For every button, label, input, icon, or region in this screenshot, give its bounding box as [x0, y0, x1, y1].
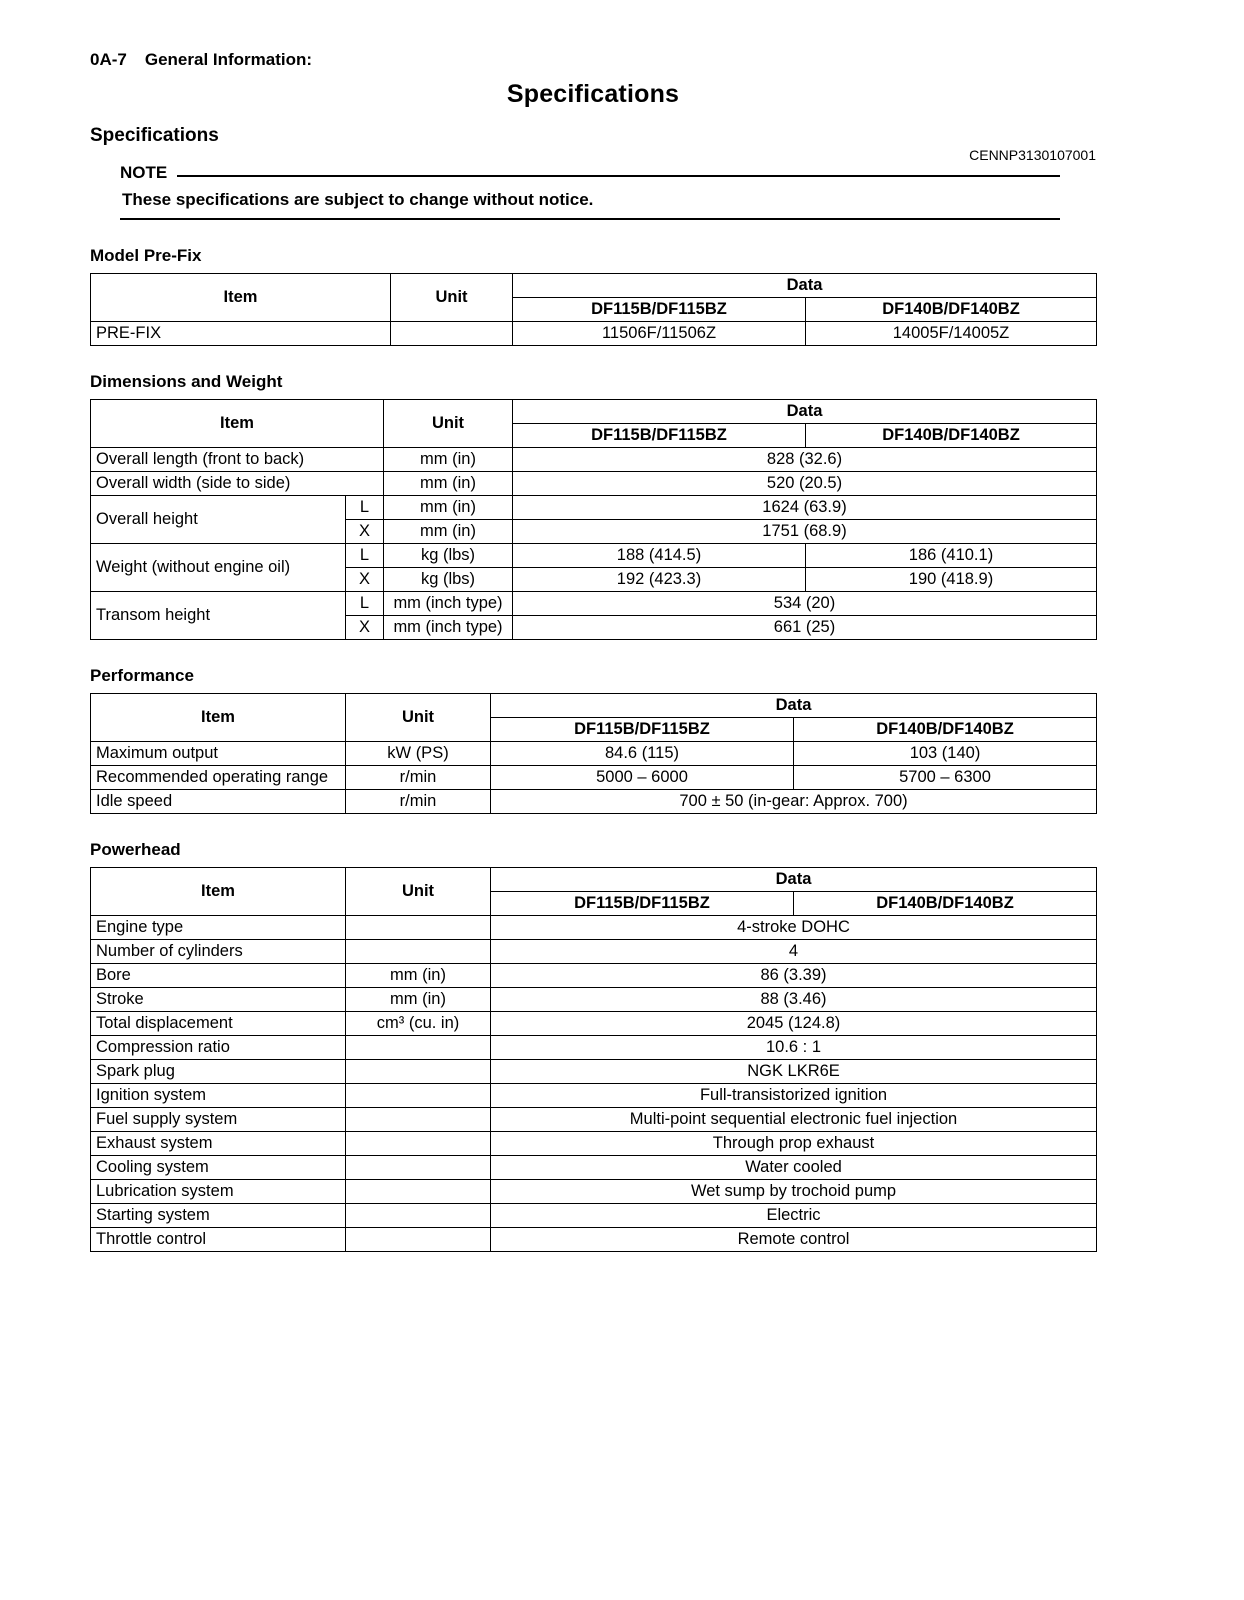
cell: 103 (140): [794, 742, 1097, 766]
cell: Weight (without engine oil): [91, 544, 346, 592]
cell: Cooling system: [91, 1156, 346, 1180]
cell: Number of cylinders: [91, 940, 346, 964]
cell: r/min: [346, 790, 491, 814]
table-row: [91, 322, 1097, 346]
section-heading-model-prefix: Model Pre-Fix: [90, 246, 202, 265]
document-code: CENNP3130107001: [969, 147, 1096, 163]
cell: 190 (418.9): [806, 568, 1097, 592]
section-heading-powerhead: Powerhead: [90, 840, 181, 859]
header-cell: Unit: [384, 400, 513, 448]
cell: Water cooled: [491, 1156, 1097, 1180]
cell: Full-transistorized ignition: [491, 1084, 1097, 1108]
cell: Overall height: [91, 496, 346, 544]
table-row: [91, 544, 1097, 568]
table-row: [91, 790, 1097, 814]
cell: Multi-point sequential electronic fuel injection: [491, 1108, 1097, 1132]
cell: Throttle control: [91, 1228, 346, 1252]
cell: kW (PS): [346, 742, 491, 766]
cell: [346, 1204, 491, 1228]
table-row: [91, 400, 1097, 424]
table-row: [91, 496, 1097, 520]
table-row: [91, 1228, 1097, 1252]
cell: mm (in): [384, 448, 513, 472]
header-cell: Data: [513, 274, 1097, 298]
cell: [346, 1228, 491, 1252]
cell: 5000 – 6000: [491, 766, 794, 790]
cell: mm (in): [384, 472, 513, 496]
cell: 1751 (68.9): [513, 520, 1097, 544]
cell: mm (in): [384, 520, 513, 544]
cell: Exhaust system: [91, 1132, 346, 1156]
cell: X: [346, 568, 384, 592]
cell: Wet sump by trochoid pump: [491, 1180, 1097, 1204]
table-row: [91, 1108, 1097, 1132]
table-row: [91, 1156, 1097, 1180]
page-content: [90, 50, 1096, 1252]
cell: 86 (3.39): [491, 964, 1097, 988]
cell: mm (in): [346, 988, 491, 1012]
cell: X: [346, 616, 384, 640]
table-row: [91, 940, 1097, 964]
table-row: [91, 766, 1097, 790]
table-row: [91, 964, 1097, 988]
page-code: 0A-7: [90, 50, 127, 69]
header-cell: Item: [91, 400, 384, 448]
header-cell: DF115B/DF115BZ: [491, 892, 794, 916]
cell: Total displacement: [91, 1012, 346, 1036]
cell: 700 ± 50 (in-gear: Approx. 700): [491, 790, 1097, 814]
cell: Ignition system: [91, 1084, 346, 1108]
cell: 2045 (124.8): [491, 1012, 1097, 1036]
header-cell: DF115B/DF115BZ: [491, 718, 794, 742]
cell: 84.6 (115): [491, 742, 794, 766]
cell: Electric: [491, 1204, 1097, 1228]
cell: Recommended operating range: [91, 766, 346, 790]
cell: 14005F/14005Z: [806, 322, 1097, 346]
note-rule: [177, 175, 1060, 177]
table-row: [91, 1060, 1097, 1084]
cell: Remote control: [491, 1228, 1097, 1252]
model-prefix-table: [90, 273, 1097, 346]
table-row: [91, 592, 1097, 616]
table-row: [91, 868, 1097, 892]
note-block: [120, 163, 1060, 220]
cell: Transom height: [91, 592, 346, 640]
cell: mm (in): [384, 496, 513, 520]
header-cell: DF140B/DF140BZ: [794, 718, 1097, 742]
table-row: [91, 448, 1097, 472]
cell: 1624 (63.9): [513, 496, 1097, 520]
cell: [391, 322, 513, 346]
cell: Engine type: [91, 916, 346, 940]
page-title: Specifications: [506, 80, 680, 108]
cell: [346, 1180, 491, 1204]
cell: 186 (410.1): [806, 544, 1097, 568]
note-label: NOTE: [120, 163, 168, 182]
cell: X: [346, 520, 384, 544]
table-row: [91, 988, 1097, 1012]
cell: Starting system: [91, 1204, 346, 1228]
header-cell: Unit: [346, 868, 491, 916]
cell: 520 (20.5): [513, 472, 1097, 496]
header-cell: Data: [513, 400, 1097, 424]
header-cell: Item: [91, 274, 391, 322]
table-row: [91, 694, 1097, 718]
cell: Stroke: [91, 988, 346, 1012]
powerhead-table: [90, 867, 1097, 1252]
table-row: [91, 1180, 1097, 1204]
cell: PRE-FIX: [91, 322, 391, 346]
cell: Through prop exhaust: [491, 1132, 1097, 1156]
cell: mm (inch type): [384, 592, 513, 616]
section-title: Specifications: [90, 125, 219, 146]
table-row: [91, 1036, 1097, 1060]
cell: [346, 1156, 491, 1180]
table-row: [91, 274, 1097, 298]
cell: Maximum output: [91, 742, 346, 766]
cell: Idle speed: [91, 790, 346, 814]
cell: 188 (414.5): [513, 544, 806, 568]
table-row: [91, 1084, 1097, 1108]
table-row: [91, 916, 1097, 940]
cell: Overall length (front to back): [91, 448, 384, 472]
cell: 534 (20): [513, 592, 1097, 616]
table-row: [91, 1012, 1097, 1036]
header-cell: DF115B/DF115BZ: [513, 424, 806, 448]
dimensions-weight-table: [90, 399, 1097, 640]
header-cell: DF140B/DF140BZ: [806, 298, 1097, 322]
cell: L: [346, 544, 384, 568]
performance-table: [90, 693, 1097, 814]
cell: [346, 1036, 491, 1060]
header-cell: Data: [491, 868, 1097, 892]
cell: 828 (32.6): [513, 448, 1097, 472]
cell: 192 (423.3): [513, 568, 806, 592]
cell: Bore: [91, 964, 346, 988]
header-cell: Item: [91, 868, 346, 916]
cell: 11506F/11506Z: [513, 322, 806, 346]
header-cell: Unit: [346, 694, 491, 742]
note-text: These specifications are subject to change without notice.: [120, 183, 1060, 220]
cell: L: [346, 592, 384, 616]
cell: L: [346, 496, 384, 520]
header-cell: DF140B/DF140BZ: [794, 892, 1097, 916]
cell: mm (in): [346, 964, 491, 988]
cell: 10.6 : 1: [491, 1036, 1097, 1060]
cell: Spark plug: [91, 1060, 346, 1084]
header-cell: Unit: [391, 274, 513, 322]
section-heading-performance: Performance: [90, 666, 194, 685]
cell: [346, 1084, 491, 1108]
header-cell: Data: [491, 694, 1097, 718]
cell: cm³ (cu. in): [346, 1012, 491, 1036]
cell: [346, 1132, 491, 1156]
cell: 4-stroke DOHC: [491, 916, 1097, 940]
header-cell: DF140B/DF140BZ: [806, 424, 1097, 448]
cell: [346, 1108, 491, 1132]
section-heading-dimensions: Dimensions and Weight: [90, 372, 283, 391]
chapter-title: General Information:: [144, 50, 313, 69]
cell: Fuel supply system: [91, 1108, 346, 1132]
table-row: [91, 1132, 1097, 1156]
cell: Overall width (side to side): [91, 472, 384, 496]
cell: NGK LKR6E: [491, 1060, 1097, 1084]
cell: kg (lbs): [384, 544, 513, 568]
table-row: [91, 1204, 1097, 1228]
table-row: [91, 742, 1097, 766]
cell: [346, 916, 491, 940]
page-header: [90, 50, 1096, 70]
cell: 88 (3.46): [491, 988, 1097, 1012]
cell: Compression ratio: [91, 1036, 346, 1060]
cell: Lubrication system: [91, 1180, 346, 1204]
header-cell: Item: [91, 694, 346, 742]
cell: 4: [491, 940, 1097, 964]
cell: [346, 940, 491, 964]
cell: 661 (25): [513, 616, 1097, 640]
cell: [346, 1060, 491, 1084]
cell: 5700 – 6300: [794, 766, 1097, 790]
cell: r/min: [346, 766, 491, 790]
table-row: [91, 472, 1097, 496]
note-header: [120, 163, 1060, 183]
cell: mm (inch type): [384, 616, 513, 640]
header-cell: DF115B/DF115BZ: [513, 298, 806, 322]
cell: kg (lbs): [384, 568, 513, 592]
